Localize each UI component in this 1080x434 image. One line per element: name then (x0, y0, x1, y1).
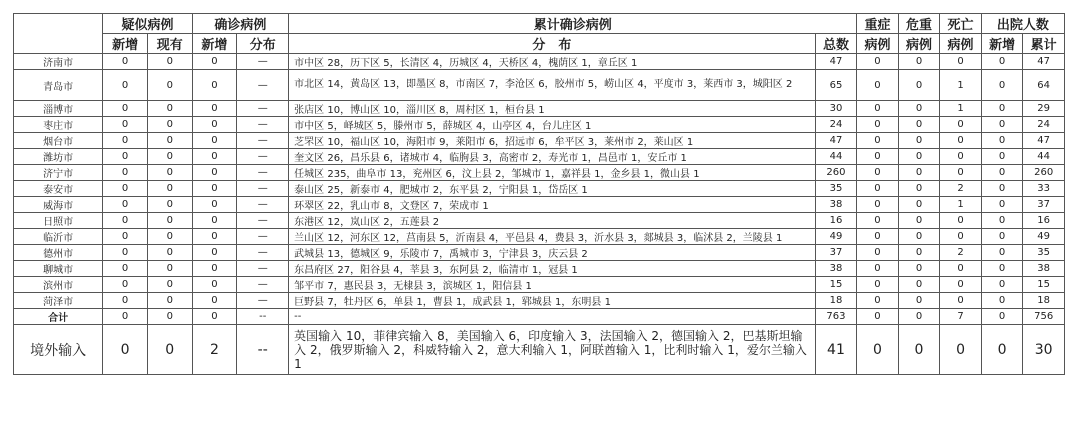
cumulative-total: 44 (815, 149, 857, 165)
suspected-new: 0 (103, 309, 148, 325)
city-name: 青岛市 (14, 70, 103, 101)
city-name: 滨州市 (14, 277, 103, 293)
cumulative-distribution: 环翠区 22，乳山市 8，文登区 7，荣成市 1 (289, 197, 816, 213)
cumulative-total: 30 (815, 101, 857, 117)
severe-count: 0 (857, 309, 899, 325)
cumulative-total: 24 (815, 117, 857, 133)
confirmed-new: 0 (192, 149, 237, 165)
city-name: 菏泽市 (14, 293, 103, 309)
confirmed-new: 0 (192, 293, 237, 309)
header-severe: 重症 (857, 14, 899, 34)
suspected-current: 0 (147, 197, 192, 213)
header-row-sub (14, 34, 1065, 54)
suspected-new: 0 (103, 70, 148, 101)
severe-count: 0 (857, 70, 899, 101)
cumulative-distribution: 兰山区 12，河东区 12，莒南县 5，沂南县 4，平邑县 4，费县 3，沂水县 3，郯城县 3，临沭县 2，兰陵县 1 (289, 229, 816, 245)
discharged-total: 16 (1023, 213, 1065, 229)
critical-count: 0 (898, 117, 940, 133)
death-count: 0 (940, 213, 982, 229)
cumulative-total: 37 (815, 245, 857, 261)
suspected-new: 0 (103, 181, 148, 197)
discharged-total: 33 (1023, 181, 1065, 197)
critical-count: 0 (898, 54, 940, 70)
discharged-new: 0 (981, 70, 1023, 101)
confirmed-new: 0 (192, 117, 237, 133)
discharged-total: 38 (1023, 261, 1065, 277)
death-count: 0 (940, 133, 982, 149)
suspected-new: 0 (103, 54, 148, 70)
header-city-blank (14, 14, 103, 54)
suspected-current: 0 (147, 181, 192, 197)
suspected-new: 0 (103, 117, 148, 133)
confirmed-distribution: — (237, 117, 289, 133)
discharged-total: 47 (1023, 54, 1065, 70)
confirmed-distribution: — (237, 197, 289, 213)
suspected-current: 0 (147, 229, 192, 245)
cumulative-total: 49 (815, 229, 857, 245)
discharged-new: 0 (981, 54, 1023, 70)
discharged-new: 0 (981, 197, 1023, 213)
discharged-total: 35 (1023, 245, 1065, 261)
confirmed-distribution: — (237, 165, 289, 181)
cumulative-distribution: 泰山区 25，新泰市 4，肥城市 2，东平县 2，宁阳县 1，岱岳区 1 (289, 181, 816, 197)
death-count: 0 (940, 229, 982, 245)
confirmed-distribution: — (237, 181, 289, 197)
header-sus-current: 现有 (147, 34, 192, 54)
table-row (14, 293, 1065, 309)
table-row (14, 325, 1065, 375)
confirmed-distribution: — (237, 149, 289, 165)
discharged-total: 15 (1023, 277, 1065, 293)
table-row (14, 117, 1065, 133)
header-dis-new: 新增 (981, 34, 1023, 54)
discharged-new: 0 (981, 133, 1023, 149)
discharged-total: 37 (1023, 197, 1065, 213)
suspected-new: 0 (103, 133, 148, 149)
cumulative-total: 18 (815, 293, 857, 309)
city-name: 枣庄市 (14, 117, 103, 133)
suspected-current: 0 (147, 165, 192, 181)
cumulative-distribution: 芝罘区 10，福山区 10，海阳市 9，莱阳市 6，招远市 6，牟平区 3，莱州市 2，莱山区 1 (289, 133, 816, 149)
discharged-total: 756 (1023, 309, 1065, 325)
city-name: 聊城市 (14, 261, 103, 277)
critical-count: 0 (898, 229, 940, 245)
confirmed-distribution: -- (237, 309, 289, 325)
death-count: 0 (940, 54, 982, 70)
discharged-new: 0 (981, 117, 1023, 133)
severe-count: 0 (857, 165, 899, 181)
header-sus-new: 新增 (103, 34, 148, 54)
header-conf-new: 新增 (192, 34, 237, 54)
table-row (14, 101, 1065, 117)
cumulative-total: 763 (815, 309, 857, 325)
suspected-new: 0 (103, 229, 148, 245)
suspected-current: 0 (147, 54, 192, 70)
death-count: 1 (940, 101, 982, 117)
city-name: 威海市 (14, 197, 103, 213)
table-row (14, 229, 1065, 245)
table-row (14, 277, 1065, 293)
confirmed-new: 0 (192, 70, 237, 101)
discharged-new: 0 (981, 277, 1023, 293)
suspected-current: 0 (147, 309, 192, 325)
death-count: 7 (940, 309, 982, 325)
suspected-current: 0 (147, 325, 192, 375)
cumulative-total: 260 (815, 165, 857, 181)
suspected-new: 0 (103, 325, 148, 375)
suspected-current: 0 (147, 245, 192, 261)
death-count: 2 (940, 245, 982, 261)
cumulative-distribution: 市北区 14，黄岛区 13，即墨区 8，市南区 7，李沧区 6，胶州市 5，崂山区 4，平度市 3，莱西市 3，城阳区 2 (289, 70, 816, 101)
header-cumulative: 累计确诊病例 (289, 14, 857, 34)
discharged-total: 24 (1023, 117, 1065, 133)
severe-count: 0 (857, 149, 899, 165)
header-death-cases: 病例 (940, 34, 982, 54)
severe-count: 0 (857, 181, 899, 197)
city-name: 合计 (14, 309, 103, 325)
severe-count: 0 (857, 261, 899, 277)
discharged-new: 0 (981, 309, 1023, 325)
death-count: 0 (940, 117, 982, 133)
covid-statistics-table (13, 13, 1065, 375)
header-discharged: 出院人数 (981, 14, 1064, 34)
cumulative-total: 47 (815, 133, 857, 149)
discharged-total: 64 (1023, 70, 1065, 101)
death-count: 0 (940, 165, 982, 181)
confirmed-distribution: — (237, 277, 289, 293)
city-name: 德州市 (14, 245, 103, 261)
suspected-new: 0 (103, 277, 148, 293)
header-cum-dist: 分 布 (289, 34, 816, 54)
cumulative-total: 16 (815, 213, 857, 229)
cumulative-distribution: 邹平市 7，惠民县 3，无棣县 3，滨城区 1，阳信县 1 (289, 277, 816, 293)
suspected-new: 0 (103, 213, 148, 229)
confirmed-distribution: — (237, 261, 289, 277)
header-row-top (14, 14, 1065, 34)
suspected-new: 0 (103, 165, 148, 181)
city-name: 济宁市 (14, 165, 103, 181)
suspected-current: 0 (147, 70, 192, 101)
confirmed-new: 0 (192, 261, 237, 277)
confirmed-new: 2 (192, 325, 237, 375)
cumulative-distribution: 市中区 5，峄城区 5，滕州市 5，薛城区 4，山亭区 4，台儿庄区 1 (289, 117, 816, 133)
severe-count: 0 (857, 117, 899, 133)
critical-count: 0 (898, 245, 940, 261)
discharged-total: 49 (1023, 229, 1065, 245)
discharged-new: 0 (981, 261, 1023, 277)
discharged-new: 0 (981, 213, 1023, 229)
table-row (14, 245, 1065, 261)
suspected-current: 0 (147, 101, 192, 117)
header-critical-cases: 病例 (898, 34, 940, 54)
critical-count: 0 (898, 277, 940, 293)
cumulative-total: 38 (815, 197, 857, 213)
discharged-total: 18 (1023, 293, 1065, 309)
city-name: 临沂市 (14, 229, 103, 245)
cumulative-total: 47 (815, 54, 857, 70)
discharged-new: 0 (981, 181, 1023, 197)
critical-count: 0 (898, 181, 940, 197)
discharged-new: 0 (981, 325, 1023, 375)
severe-count: 0 (857, 293, 899, 309)
critical-count: 0 (898, 213, 940, 229)
death-count: 0 (940, 149, 982, 165)
confirmed-new: 0 (192, 133, 237, 149)
confirmed-distribution: — (237, 133, 289, 149)
header-critical: 危重 (898, 14, 940, 34)
severe-count: 0 (857, 325, 899, 375)
header-suspected: 疑似病例 (103, 14, 192, 34)
discharged-new: 0 (981, 165, 1023, 181)
critical-count: 0 (898, 149, 940, 165)
severe-count: 0 (857, 213, 899, 229)
suspected-new: 0 (103, 101, 148, 117)
suspected-current: 0 (147, 133, 192, 149)
confirmed-distribution: -- (237, 325, 289, 375)
confirmed-new: 0 (192, 213, 237, 229)
confirmed-distribution: — (237, 101, 289, 117)
table-row (14, 261, 1065, 277)
confirmed-distribution: — (237, 293, 289, 309)
critical-count: 0 (898, 70, 940, 101)
table-row (14, 149, 1065, 165)
discharged-new: 0 (981, 149, 1023, 165)
suspected-current: 0 (147, 261, 192, 277)
cumulative-distribution: 任城区 235，曲阜市 13，兖州区 6，汶上县 2，邹城市 1，嘉祥县 1，金乡县 1，微山县 1 (289, 165, 816, 181)
table-row (14, 133, 1065, 149)
confirmed-new: 0 (192, 181, 237, 197)
table-row (14, 197, 1065, 213)
confirmed-new: 0 (192, 277, 237, 293)
suspected-new: 0 (103, 261, 148, 277)
critical-count: 0 (898, 309, 940, 325)
confirmed-new: 0 (192, 245, 237, 261)
suspected-current: 0 (147, 213, 192, 229)
table-row (14, 213, 1065, 229)
cumulative-total: 65 (815, 70, 857, 101)
cumulative-distribution: 巨野县 7，牡丹区 6，单县 1，曹县 1，成武县 1，郓城县 1，东明县 1 (289, 293, 816, 309)
confirmed-distribution: — (237, 229, 289, 245)
table-row (14, 181, 1065, 197)
confirmed-distribution: — (237, 213, 289, 229)
critical-count: 0 (898, 133, 940, 149)
cumulative-distribution: 英国输入 10，菲律宾输入 8，美国输入 6，印度输入 3，法国输入 2，德国输入 2，巴基斯坦输入 2，俄罗斯输入 2，科威特输入 2，意大利输入 1，阿联酋输入 1，比利时输入 1，爱尔兰输入 1 (289, 325, 816, 375)
discharged-total: 29 (1023, 101, 1065, 117)
cumulative-total: 38 (815, 261, 857, 277)
discharged-total: 47 (1023, 133, 1065, 149)
cumulative-distribution: 东港区 12，岚山区 2，五莲县 2 (289, 213, 816, 229)
cumulative-total: 35 (815, 181, 857, 197)
critical-count: 0 (898, 197, 940, 213)
cumulative-total: 41 (815, 325, 857, 375)
critical-count: 0 (898, 325, 940, 375)
critical-count: 0 (898, 101, 940, 117)
cumulative-distribution: 武城县 13，德城区 9，乐陵市 7，禹城市 3，宁津县 3，庆云县 2 (289, 245, 816, 261)
severe-count: 0 (857, 133, 899, 149)
cumulative-distribution: 张店区 10，博山区 10，淄川区 8，周村区 1，桓台县 1 (289, 101, 816, 117)
cumulative-total: 15 (815, 277, 857, 293)
severe-count: 0 (857, 54, 899, 70)
discharged-new: 0 (981, 229, 1023, 245)
suspected-current: 0 (147, 277, 192, 293)
death-count: 1 (940, 70, 982, 101)
suspected-new: 0 (103, 197, 148, 213)
city-name: 烟台市 (14, 133, 103, 149)
critical-count: 0 (898, 293, 940, 309)
suspected-new: 0 (103, 293, 148, 309)
discharged-new: 0 (981, 101, 1023, 117)
city-name: 境外输入 (14, 325, 103, 375)
death-count: 1 (940, 197, 982, 213)
table-row (14, 309, 1065, 325)
confirmed-distribution: — (237, 54, 289, 70)
city-name: 淄博市 (14, 101, 103, 117)
confirmed-new: 0 (192, 229, 237, 245)
confirmed-new: 0 (192, 197, 237, 213)
city-name: 泰安市 (14, 181, 103, 197)
cumulative-distribution: 市中区 28，历下区 5，长清区 4，历城区 4，天桥区 4，槐荫区 1，章丘区 1 (289, 54, 816, 70)
table-row (14, 165, 1065, 181)
header-dis-total: 累计 (1023, 34, 1065, 54)
suspected-current: 0 (147, 293, 192, 309)
death-count: 0 (940, 325, 982, 375)
severe-count: 0 (857, 245, 899, 261)
table-row (14, 70, 1065, 101)
city-name: 济南市 (14, 54, 103, 70)
suspected-current: 0 (147, 149, 192, 165)
confirmed-distribution: — (237, 70, 289, 101)
severe-count: 0 (857, 277, 899, 293)
severe-count: 0 (857, 229, 899, 245)
cumulative-distribution: 奎文区 26，昌乐县 6，诸城市 4，临朐县 3，高密市 2，寿光市 1，昌邑市 1，安丘市 1 (289, 149, 816, 165)
critical-count: 0 (898, 165, 940, 181)
city-name: 日照市 (14, 213, 103, 229)
header-cum-total: 总数 (815, 34, 857, 54)
critical-count: 0 (898, 261, 940, 277)
death-count: 0 (940, 293, 982, 309)
death-count: 0 (940, 277, 982, 293)
discharged-total: 30 (1023, 325, 1065, 375)
discharged-new: 0 (981, 293, 1023, 309)
suspected-new: 0 (103, 245, 148, 261)
suspected-current: 0 (147, 117, 192, 133)
header-severe-cases: 病例 (857, 34, 899, 54)
cumulative-distribution: 东昌府区 27，阳谷县 4，莘县 3，东阿县 2，临清市 1，冠县 1 (289, 261, 816, 277)
city-name: 潍坊市 (14, 149, 103, 165)
cumulative-distribution: -- (289, 309, 816, 325)
confirmed-new: 0 (192, 101, 237, 117)
header-death: 死亡 (940, 14, 982, 34)
confirmed-new: 0 (192, 54, 237, 70)
table-row (14, 54, 1065, 70)
header-confirmed: 确诊病例 (192, 14, 289, 34)
severe-count: 0 (857, 197, 899, 213)
death-count: 0 (940, 261, 982, 277)
confirmed-distribution: — (237, 245, 289, 261)
discharged-new: 0 (981, 245, 1023, 261)
confirmed-new: 0 (192, 309, 237, 325)
discharged-total: 44 (1023, 149, 1065, 165)
confirmed-new: 0 (192, 165, 237, 181)
severe-count: 0 (857, 101, 899, 117)
suspected-new: 0 (103, 149, 148, 165)
discharged-total: 260 (1023, 165, 1065, 181)
header-conf-dist: 分布 (237, 34, 289, 54)
death-count: 2 (940, 181, 982, 197)
